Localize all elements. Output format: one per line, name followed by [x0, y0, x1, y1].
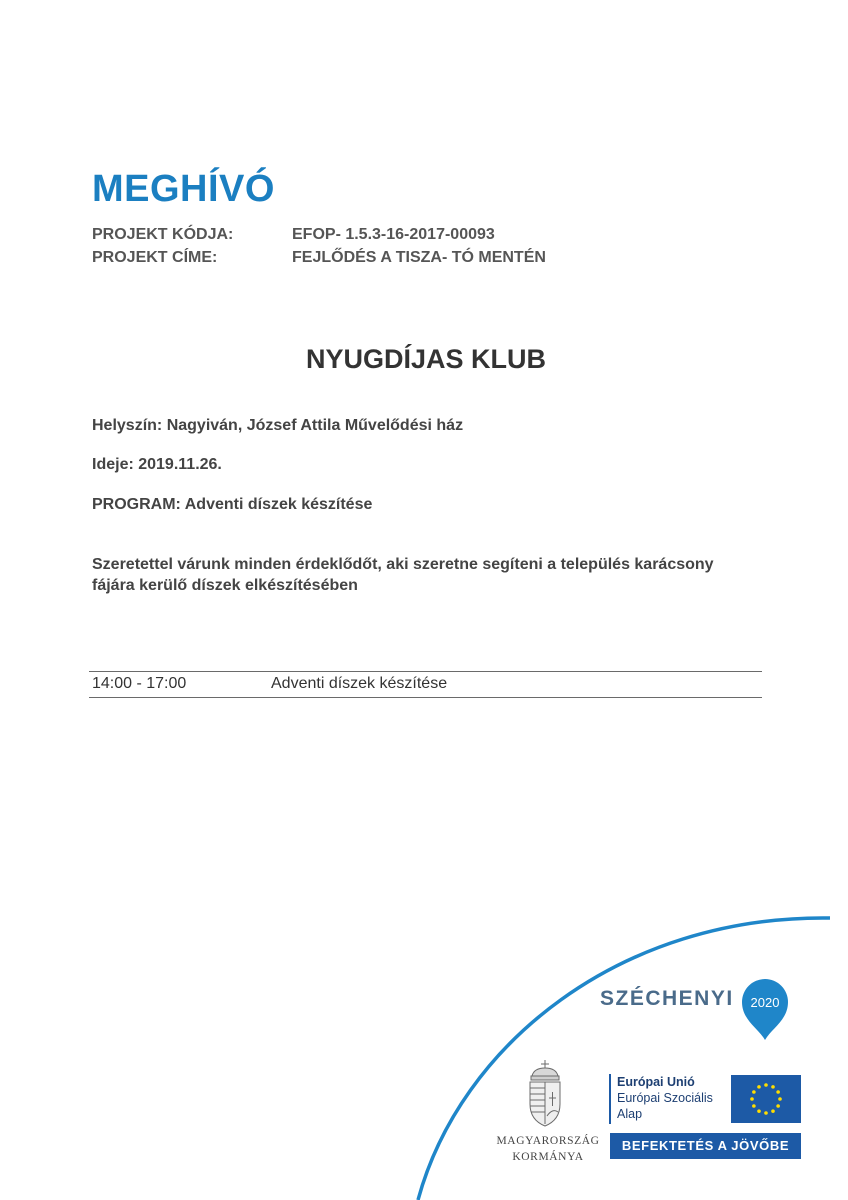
szechenyi-pin-icon — [738, 976, 792, 1042]
investment-banner: BEFEKTETÉS A JÖVŐBE — [610, 1133, 801, 1159]
eu-title: Európai Unió — [617, 1075, 695, 1089]
schedule-top-divider — [89, 671, 762, 672]
eu-star — [776, 1104, 780, 1108]
eu-star — [757, 1085, 761, 1089]
project-name-value: FEJLŐDÉS A TISZA- TÓ MENTÉN — [292, 249, 546, 266]
invitation-message-line-1: Szeretettel várunk minden érdeklődőt, aki szeretne segíteni a település karácsony — [92, 556, 714, 573]
event-heading: NYUGDÍJAS KLUB — [305, 344, 547, 374]
eu-divider — [609, 1074, 611, 1124]
eu-star — [764, 1111, 768, 1115]
eu-star — [778, 1097, 782, 1101]
government-label — [493, 1133, 603, 1165]
eu-star — [771, 1109, 775, 1113]
schedule-time: 14:00 - 17:00 — [92, 675, 187, 692]
szechenyi-year: 2020 — [750, 995, 780, 1010]
eu-star — [771, 1085, 775, 1089]
eu-star — [752, 1104, 756, 1108]
project-code-value: EFOP- 1.5.3-16-2017-00093 — [292, 226, 495, 243]
eu-star — [764, 1083, 768, 1087]
location-text: Helyszín: Nagyiván, József Attila Művelődési ház — [92, 417, 464, 434]
government-label-line-2: KORMÁNYA — [512, 1151, 584, 1163]
eu-fund-line-1: Európai Szociális — [617, 1091, 713, 1105]
schedule-activity: Adventi díszek készítése — [271, 675, 448, 692]
eu-flag-icon — [731, 1075, 801, 1123]
eu-text-block — [617, 1074, 713, 1122]
date-text: Ideje: 2019.11.26. — [92, 456, 222, 473]
eu-fund-line-2: Alap — [617, 1107, 643, 1121]
program-text: PROGRAM: Adventi díszek készítése — [92, 496, 373, 513]
eu-star — [750, 1097, 754, 1101]
eu-star — [757, 1109, 761, 1113]
page-title: MEGHÍVÓ — [92, 168, 275, 210]
invitation-message — [92, 554, 772, 596]
eu-star — [752, 1090, 756, 1094]
hungary-coat-of-arms-icon — [520, 1058, 570, 1130]
project-code-label: PROJEKT KÓDJA: — [92, 226, 234, 243]
invitation-message-line-2: fájára kerülő díszek elkészítésében — [92, 577, 358, 594]
schedule-bottom-divider — [89, 697, 762, 698]
project-name-label: PROJEKT CÍME: — [92, 249, 218, 266]
government-label-line-1: MAGYARORSZÁG — [496, 1135, 600, 1147]
szechenyi-logo-text: SZÉCHENYI — [600, 987, 734, 1010]
eu-star — [776, 1090, 780, 1094]
